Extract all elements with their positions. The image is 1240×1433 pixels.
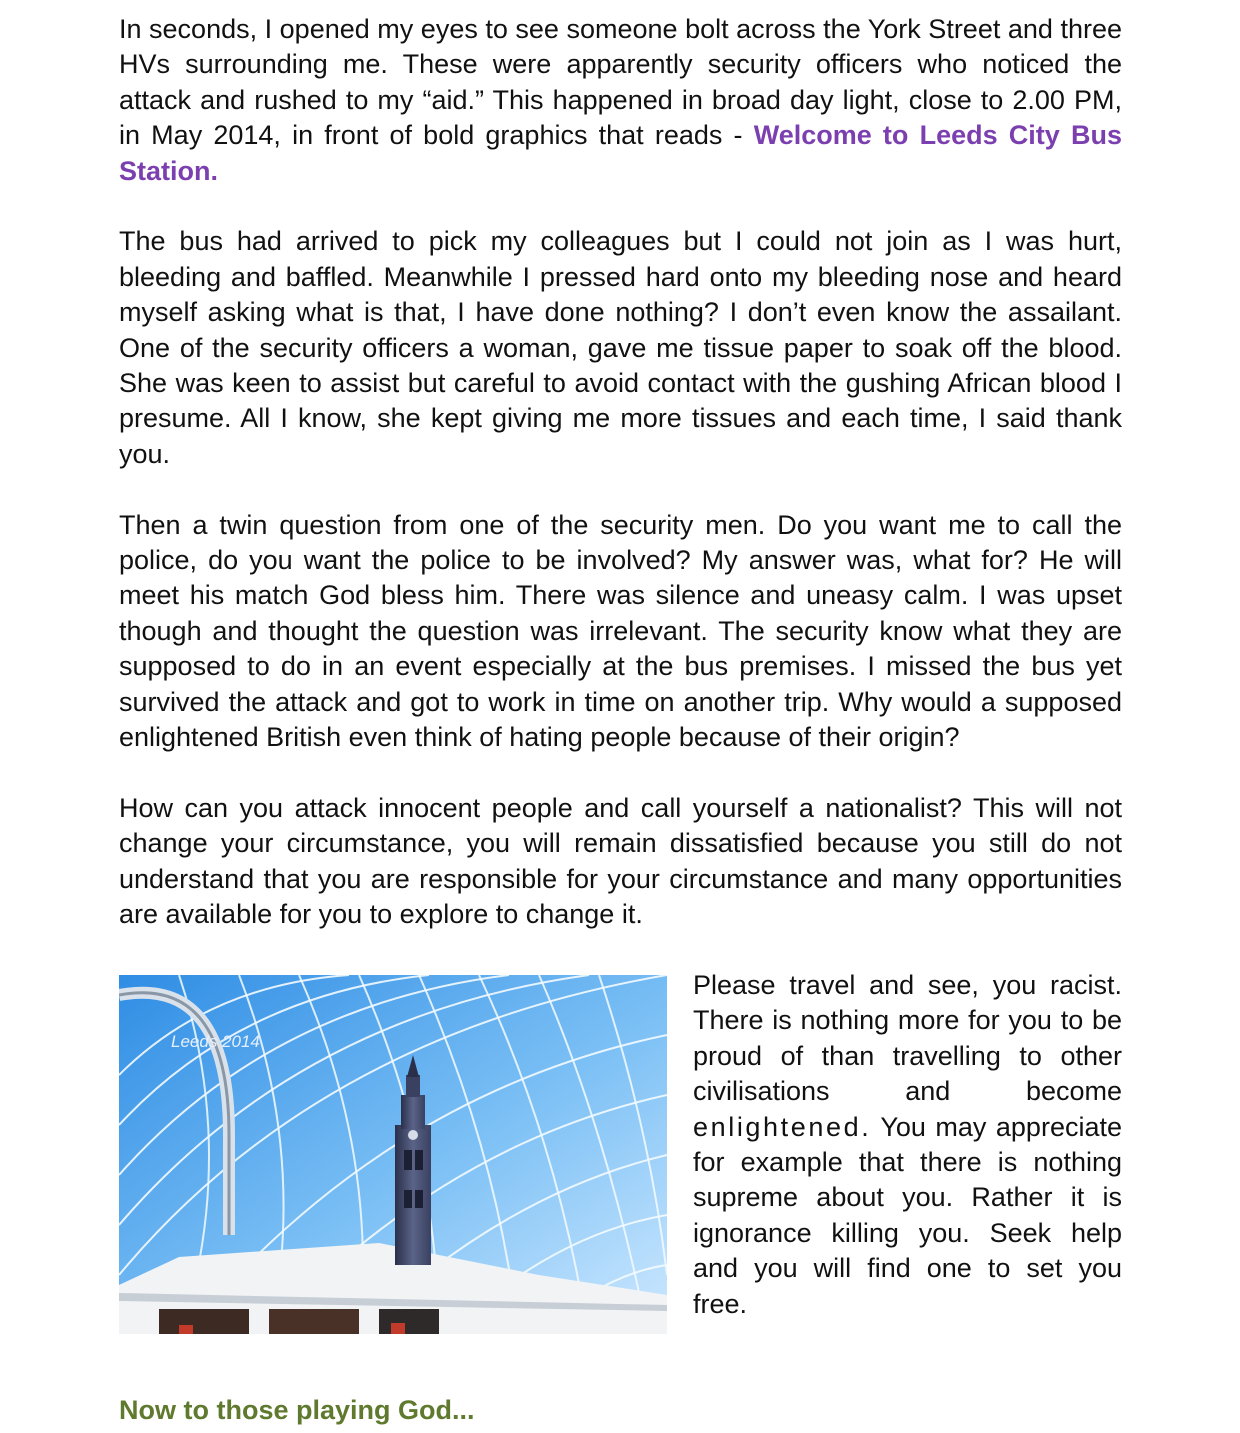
photo-caption: Leeds 2014 bbox=[171, 1031, 260, 1051]
side-paragraph-part-a: Please travel and see, you racist. There is nothing more for you to be proud of than travelling to other civilisations and become bbox=[693, 969, 1122, 1107]
paragraph-1-text: In seconds, I opened my eyes to see someone bolt across the York Street and three HVs surrounding me. These were apparently security officers who noticed the attack and rushed to my “aid.” This happened in broad day light, close to 2.00 PM, in May 2014, in front of bold graphics that reads - bbox=[119, 14, 1122, 151]
document-page bbox=[119, 12, 1122, 1334]
side-paragraph-part-b: You may appreciate for example that there is nothing supreme about you. Rather it is ignorance killing you. Seek help and you will find one to set you free. bbox=[693, 1111, 1122, 1319]
bus-station-highlight: Welcome to Leeds City Bus Station. bbox=[119, 120, 1122, 186]
paragraph-1 bbox=[119, 12, 1122, 189]
paragraph-2: The bus had arrived to pick my colleagues but I could not join as I was hurt, bleeding and baffled. Meanwhile I pressed hard onto my bleeding nose and heard myself asking what is that, I have done nothing? I don’t even know the assailant. One of the security officers a woman, gave me tissue paper to soak off the blood. She was keen to assist but careful to avoid contact with the gushing African blood I presume. All I know, she kept giving me more tissues and each time, I said thank you. bbox=[119, 226, 1122, 469]
side-paragraph-enlightened: enlightened. bbox=[693, 1111, 872, 1142]
paragraph-4: How can you attack innocent people and call yourself a nationalist? This will not change your circumstance, you will remain dissatisfied because you still do not understand that you are responsible for your circumstance and many opportunities are available for you to explore to change it. bbox=[119, 792, 1122, 930]
photo-with-text bbox=[119, 968, 1122, 1334]
dome-photo-illustration bbox=[119, 975, 667, 1334]
side-paragraph bbox=[693, 968, 1122, 1322]
closing-heading: Now to those playing God... bbox=[119, 1395, 475, 1425]
leeds-dome-photo bbox=[119, 975, 667, 1334]
paragraph-3: Then a twin question from one of the security men. Do you want me to call the police, do you want the police to be involved? My answer was, what for? He will meet his match God bless him. There was silence and uneasy calm. I was upset though and thought the question was irrelevant. The security know what they are supposed to do in an event especially at the bus premises. I missed the bus yet survived the attack and got to work in time on another trip. Why would a supposed enlightened British even think of hating people because of their origin? bbox=[119, 509, 1122, 753]
